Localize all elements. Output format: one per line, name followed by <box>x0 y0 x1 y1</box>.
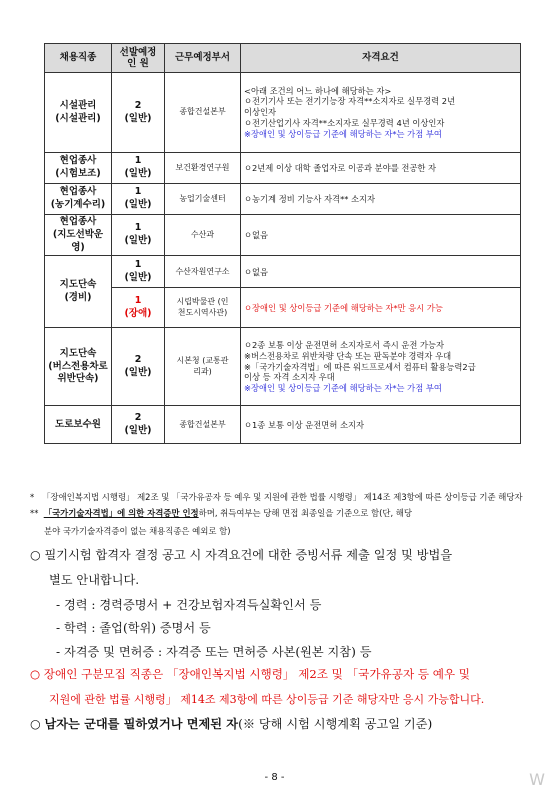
department-cell <box>165 184 241 215</box>
requirement-line: ㅇ2년제 이상 대학 졸업자로 이공과 분야를 전공한 자 <box>244 162 437 173</box>
headcount-cell <box>112 288 165 328</box>
requirement-line: ㅇ전기기사 또는 전기기능장 자격**소지자로 실무경력 2년 <box>244 96 456 107</box>
footnote-1-mark: * <box>30 492 35 502</box>
paragraph-1a: ○ 필기시험 합격자 결정 공고 시 자격요건에 대한 증빙서류 제출 일정 및 방법을 <box>30 548 453 562</box>
headcount-cell <box>112 406 165 444</box>
table-row <box>45 406 521 444</box>
department-name: 종합건설본부 <box>179 419 226 429</box>
table-row <box>45 73 521 153</box>
table-row <box>45 184 521 215</box>
headcount-cell <box>112 153 165 184</box>
department-cell <box>165 256 241 288</box>
requirement-line: ㅇ전기산업기사 자격**소지자로 실무경력 4년 이상인자 <box>244 117 445 128</box>
headcount-line: 1 <box>134 186 142 198</box>
header-requirement: 자격요건 <box>241 44 521 73</box>
job-title-line: (지도선박운영) <box>52 228 104 253</box>
sub-item-career: - 경력 : 경력증명서 + 건강보험자격득실확인서 등 <box>56 598 322 612</box>
table-row <box>45 215 521 256</box>
department-name: 종합건설본부 <box>179 107 226 117</box>
table-row <box>45 328 521 406</box>
requirement-line: ㅇ1종 보통 이상 운전면허 소지자 <box>244 419 365 430</box>
requirement-line: ※버스전용차로 위반차량 단속 또는 판독분야 경력자 우대 <box>244 350 452 361</box>
requirement-cell <box>241 406 521 444</box>
paragraph-3-text: (※ 당해 시험 시행계획 공고일 기준) <box>238 717 433 731</box>
paragraph-3-bold: 남자는 군대를 필하였거나 면제된 자 <box>44 717 239 731</box>
table-row <box>45 153 521 184</box>
department-name: 보건환경연구원 <box>175 162 230 172</box>
headcount-cell <box>112 328 165 406</box>
headcount-line: (일반) <box>124 235 152 247</box>
job-title-line: 도로보수원 <box>55 418 101 430</box>
headcount-line: 2 <box>134 354 142 366</box>
paragraph-2a: ○ 장애인 구분모집 직종은 「장애인복지법 시행령」 제2조 및 「국가유공자 등 예우 및 <box>30 667 471 681</box>
headcount-cell <box>112 73 165 153</box>
headcount-line: 2 <box>134 99 142 111</box>
header-dept: 근무예정부서 <box>165 44 241 73</box>
department-cell <box>165 328 241 406</box>
requirement-line: ㅇ2종 보통 이상 운전면허 소지자로서 즉시 운전 가능자 <box>244 339 445 350</box>
job-title-cell <box>45 184 112 215</box>
job-title-line: 지도단속 <box>59 347 97 359</box>
headcount-cell <box>112 184 165 215</box>
footnote-3 <box>44 524 230 538</box>
headcount-line: 1 <box>134 259 142 271</box>
job-title-line: (경비) <box>64 291 92 303</box>
footnote-2-underlined: 「국가기술자격법」에 의한 자격증만 인정 <box>43 508 199 518</box>
footnote-3-text: 분야 국가기술자격증이 없는 채용직종은 예외로 함) <box>44 526 231 536</box>
table-header-row <box>45 44 521 73</box>
requirement-cell <box>241 328 521 406</box>
requirement-cell <box>241 256 521 288</box>
job-title-line: 위반단속) <box>57 373 99 385</box>
requirement-line: <아래 조건의 어느 하나에 해당하는 자> <box>244 85 392 96</box>
sub-item-license: - 자격증 및 면허증 : 자격증 또는 면허증 사본(원본 지참) 등 <box>56 645 372 659</box>
requirement-line: ㅇ장애인 및 상이등급 기준에 해당하는 자*만 응시 가능 <box>244 302 443 313</box>
job-title-line: (버스전용차로 <box>48 360 108 372</box>
headcount-line: (일반) <box>124 271 152 283</box>
headcount-line: (일반) <box>124 199 152 210</box>
requirement-cell <box>241 215 521 256</box>
watermark: W <box>529 770 545 789</box>
requirement-line: 이상인자 <box>244 107 277 118</box>
requirement-line: ㅇ없음 <box>244 266 269 277</box>
paragraph-1b: 별도 안내합니다. <box>49 573 140 587</box>
requirement-cell <box>241 153 521 184</box>
job-title-cell <box>45 406 112 444</box>
table-row <box>45 288 521 328</box>
footnote-1 <box>30 490 523 504</box>
headcount-line: 1 <box>134 295 142 307</box>
headcount-line: 2 <box>134 412 142 424</box>
job-title-cell <box>45 215 112 256</box>
requirement-line: ※장애인 및 상이등급 기준에 해당하는 자*는 가점 부여 <box>244 383 442 394</box>
paragraph-3 <box>30 715 432 732</box>
department-cell <box>165 215 241 256</box>
table-row <box>45 256 521 288</box>
requirement-line: ㅇ농기계 정비 기능사 자격** 소지자 <box>244 193 376 204</box>
job-title-line: 현업종사 <box>59 216 97 227</box>
job-title-line: 시설관리 <box>59 99 97 111</box>
requirement-cell <box>241 73 521 153</box>
requirement-line: ㅇ없음 <box>244 229 269 240</box>
footnote-2 <box>30 506 412 520</box>
job-title-line: 현업종사 <box>59 186 97 198</box>
department-cell <box>165 288 241 328</box>
header-count: 선발예정 인 원 <box>112 44 165 73</box>
job-title-cell <box>45 73 112 153</box>
department-cell <box>165 406 241 444</box>
job-title-cell <box>45 153 112 184</box>
footnote-1-text: 「장애인복지법 시행령」 제2조 및 「국가유공자 등 예우 및 지원에 관한 법률 시행령」 제14조 제3항에 따른 상이등급 기준 해당자 <box>42 492 523 502</box>
headcount-cell <box>112 256 165 288</box>
headcount-line: (일반) <box>124 424 152 436</box>
requirement-cell <box>241 184 521 215</box>
sub-item-education: - 학력 : 졸업(학위) 증명서 등 <box>56 621 211 635</box>
department-name: 시본청 (교통관리과) <box>176 356 229 376</box>
headcount-line: 1 <box>134 155 142 167</box>
department-name: 수산과 <box>190 229 215 239</box>
requirement-cell <box>241 288 521 328</box>
job-title-line: (농기계수리) <box>50 199 106 210</box>
job-title-cell <box>45 256 112 328</box>
headcount-line: (일반) <box>124 112 152 124</box>
headcount-line: (장애) <box>124 307 152 319</box>
job-title-cell <box>45 328 112 406</box>
department-cell <box>165 153 241 184</box>
headcount-line: (일반) <box>124 366 152 378</box>
footnote-2-mark: ** <box>30 508 39 518</box>
department-name: 시립박물관 (인천도시역사관) <box>176 297 229 317</box>
paragraph-3-mark: ○ <box>30 717 45 731</box>
job-title-line: 현업종사 <box>59 155 97 167</box>
footnote-2-text: 하며, 취득여부는 당해 면접 최종일을 기준으로 함(단, 해당 <box>198 508 412 518</box>
department-name: 농업기술센터 <box>179 193 226 203</box>
qualification-table <box>44 43 521 444</box>
department-name: 수산자원연구소 <box>175 266 230 276</box>
job-title-line: 지도단속 <box>59 279 97 291</box>
headcount-line: 1 <box>134 222 142 234</box>
job-title-line: (시험보조) <box>55 168 101 179</box>
job-title-line: (시설관리) <box>55 112 101 124</box>
requirement-line: ※장애인 및 상이등급 기준에 해당하는 자*는 가점 부여 <box>244 128 442 139</box>
department-cell <box>165 73 241 153</box>
header-job: 채용직종 <box>45 44 112 73</box>
requirement-line: 이상 등 자격 소지자 우대 <box>244 372 335 383</box>
paragraph-2b: 지원에 관한 법률 시행령」 제14조 제3항에 따른 상이등급 기준 해당자만 응시 가능합니다. <box>49 693 485 706</box>
headcount-cell <box>112 215 165 256</box>
requirement-line: ※「국가기술자격법」에 따른 워드프로세서 컴퓨터 활용능력2급 <box>244 361 476 372</box>
page-number: - 8 - <box>264 772 285 783</box>
headcount-line: (일반) <box>124 168 152 179</box>
